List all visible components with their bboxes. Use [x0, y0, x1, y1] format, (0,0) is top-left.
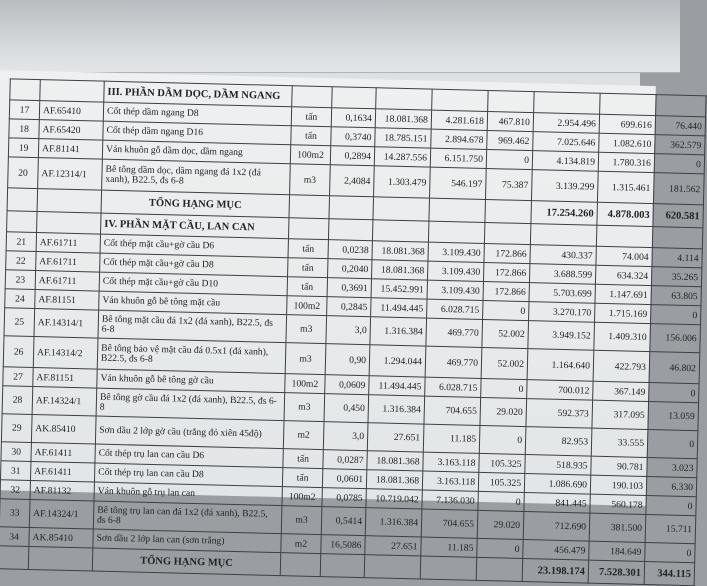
- unit-price-labor: 704.655: [424, 396, 481, 425]
- amount-material: 456.479: [523, 540, 589, 561]
- unit: 100m2: [287, 296, 327, 316]
- row-number: 32: [0, 480, 30, 500]
- amount-material: 592.373: [526, 399, 593, 429]
- quantity: 16,5086: [321, 535, 365, 555]
- empty-cell: [292, 86, 333, 108]
- amount-machine: 6.330: [646, 477, 696, 497]
- unit-price-labor: 11.185: [421, 537, 477, 557]
- amount-material: 430.337: [530, 245, 596, 266]
- row-number: 23: [5, 270, 35, 290]
- work-description: Ván khuôn gỗ trụ lan can: [94, 482, 282, 506]
- empty-cell: [376, 88, 432, 110]
- unit: m2: [281, 534, 321, 554]
- amount-material: 3.688.599: [529, 264, 595, 285]
- unit-price-labor: 3.163.118: [422, 471, 478, 491]
- amount-material: 5.703.699: [529, 283, 595, 304]
- row-number: 31: [0, 461, 30, 481]
- unit-price-material: 18.081.368: [372, 260, 428, 280]
- quantity: 0,5414: [321, 507, 366, 536]
- row-number: 18: [9, 119, 39, 139]
- work-description: Ván khuôn gỗ dầm dọc, dầm ngang: [102, 140, 290, 164]
- quantity: 0,0609: [325, 375, 369, 395]
- quantity: 0,0601: [322, 469, 366, 489]
- unit-price-labor: 3.109.430: [427, 280, 483, 300]
- empty-cell: [372, 220, 428, 242]
- amount-labor: 634.324: [595, 265, 651, 285]
- total-material: 23.198.174: [522, 559, 589, 584]
- unit-price-material: 18.081.368: [375, 109, 431, 129]
- quantity: 0,90: [325, 344, 370, 376]
- work-description: Ván khuôn gỗ bê tông gờ cầu: [97, 369, 285, 393]
- section-title: IV. PHẦN MẶT CẦU, LAN CAN: [101, 213, 289, 239]
- amount-machine: 15.711: [645, 515, 696, 544]
- norm-code: AF.12314/1: [38, 158, 103, 191]
- empty-cell: [329, 196, 374, 220]
- amount-machine: 0: [645, 543, 695, 563]
- unit-price-material: 1.294.044: [369, 345, 426, 377]
- total-material: 17.254.260: [531, 201, 598, 226]
- work-description: Ván khuôn gỗ bê tông mặt cầu: [99, 291, 287, 315]
- work-description: Cốt thép mặt cầu+gờ cầu D8: [100, 253, 288, 277]
- quantity: 0,2894: [330, 146, 374, 166]
- norm-code: AF.65410: [39, 101, 103, 122]
- unit-price-material: 18.081.368: [366, 470, 422, 490]
- unit-price-labor: 3.109.430: [427, 261, 483, 281]
- amount-machine: 13.059: [648, 402, 699, 431]
- unit-price-labor: 469.770: [426, 318, 483, 347]
- total-machine: 620.581: [653, 204, 704, 228]
- unit: tấn: [291, 107, 331, 127]
- empty-cell: [530, 224, 596, 247]
- amount-machine: 35.265: [651, 267, 701, 287]
- total-machine: 344.115: [644, 561, 695, 585]
- row-number: 30: [1, 442, 31, 462]
- document-page: [0, 70, 702, 580]
- empty-cell: [652, 227, 702, 249]
- norm-code: AF.81151: [35, 290, 99, 311]
- unit-price-machine: 75.387: [485, 169, 532, 201]
- unit: tấn: [287, 277, 327, 297]
- empty-cell: [28, 546, 93, 571]
- unit-price-machine: 969.462: [487, 131, 533, 151]
- empty-cell: [485, 199, 532, 223]
- amount-material: 841.445: [524, 493, 590, 514]
- amount-labor: 317.095: [592, 400, 649, 429]
- amount-machine: 0: [647, 430, 698, 459]
- norm-code: AK.85410: [31, 414, 96, 444]
- amount-material: 82.953: [525, 427, 592, 457]
- row-number: 27: [3, 367, 33, 387]
- work-description: Cốt thép trụ lan can cầu D8: [94, 463, 282, 487]
- empty-cell: [484, 222, 530, 244]
- amount-machine: 0: [646, 496, 696, 516]
- amount-labor: 1.780.316: [598, 152, 654, 172]
- amount-machine: 181.562: [653, 173, 704, 205]
- unit-price-machine: 0: [486, 150, 532, 170]
- empty-cell: [7, 211, 38, 233]
- unit-price-labor: 3.109.430: [428, 242, 484, 262]
- total-labor: 4.878.003: [597, 202, 654, 226]
- unit-price-labor: 546.197: [429, 167, 486, 199]
- table-body: [0, 79, 706, 586]
- unit-price-material: 18.081.368: [367, 451, 423, 471]
- row-number: 17: [9, 100, 39, 120]
- amount-labor: 33.555: [591, 428, 648, 457]
- empty-cell: [288, 218, 329, 240]
- empty-cell: [332, 87, 376, 109]
- unit-price-material: 27.651: [367, 423, 424, 452]
- cost-estimate-table: [0, 78, 707, 586]
- empty-cell: [420, 556, 477, 580]
- empty-cell: [40, 80, 104, 103]
- quantity: 0,1634: [331, 108, 375, 128]
- norm-code: AF.61411: [31, 442, 95, 463]
- unit: tấn: [283, 449, 323, 469]
- norm-code: AF.81141: [38, 139, 102, 160]
- norm-code: AF.81151: [33, 367, 97, 388]
- norm-code: AF.61411: [30, 461, 94, 482]
- empty-cell: [0, 546, 29, 570]
- quantity: 0,450: [324, 394, 369, 423]
- unit-price-material: 10.719.042: [366, 489, 422, 509]
- norm-code: AF.14314/2: [33, 337, 98, 370]
- unit-price-machine: 105.325: [479, 453, 525, 473]
- unit: 100m2: [290, 145, 330, 165]
- unit-price-machine: 52.002: [482, 319, 529, 348]
- norm-code: AF.14324/1: [32, 386, 97, 416]
- empty-cell: [364, 555, 421, 579]
- amount-labor: 560.178: [590, 494, 646, 514]
- unit-price-material: 18.785.151: [375, 128, 431, 148]
- quantity: 2,4084: [330, 165, 375, 197]
- amount-material: 518.935: [525, 455, 591, 476]
- unit-price-material: 11.494.445: [371, 298, 427, 318]
- unit-price-machine: 0: [483, 300, 529, 320]
- row-number: 19: [8, 138, 38, 158]
- unit-price-machine: 467.810: [487, 112, 533, 132]
- total-labor: 7.528.301: [588, 560, 645, 584]
- unit: tấn: [291, 126, 331, 146]
- unit-price-labor: 3.163.118: [423, 452, 479, 472]
- unit-price-material: 1.316.384: [365, 508, 422, 537]
- unit: tấn: [282, 468, 322, 488]
- norm-code: AF.14324/1: [29, 499, 94, 529]
- empty-cell: [7, 188, 38, 212]
- quantity: 0,2040: [328, 259, 372, 279]
- amount-material: 2.954.496: [533, 113, 599, 134]
- amount-machine: 0: [649, 383, 699, 403]
- amount-labor: 1.315.461: [597, 171, 654, 203]
- empty-cell: [432, 89, 488, 111]
- unit: m3: [290, 164, 331, 196]
- amount-material: 700.012: [527, 380, 593, 401]
- amount-labor: 1.082.610: [599, 133, 655, 153]
- unit-price-labor: 7.136.030: [422, 490, 478, 510]
- row-number: 24: [5, 289, 35, 309]
- amount-machine: 156.006: [650, 324, 701, 353]
- amount-material: 3.949.152: [528, 321, 595, 351]
- amount-machine: 362.579: [655, 135, 705, 155]
- row-number: 33: [0, 499, 30, 528]
- amount-machine: 0: [651, 305, 701, 325]
- unit-price-machine: 172.866: [484, 243, 530, 263]
- unit-price-machine: 0: [479, 425, 526, 454]
- unit: 100m2: [285, 374, 325, 394]
- work-description: Sơn dầu 2 lớp gờ cầu (trắng đỏ xiên 45độ): [95, 416, 284, 449]
- unit-price-machine: 29.020: [480, 397, 527, 426]
- unit-price-machine: 0: [477, 538, 523, 558]
- norm-code: AF.81132: [30, 480, 94, 501]
- quantity: 0,0287: [323, 450, 367, 470]
- amount-machine: 63.805: [651, 286, 701, 306]
- amount-labor: 190.103: [590, 475, 646, 495]
- unit: m3: [281, 506, 322, 535]
- amount-machine: 46.802: [649, 352, 700, 384]
- empty-cell: [280, 553, 321, 577]
- amount-material: 7.025.646: [533, 132, 599, 153]
- work-description: Cốt thép mặt cầu+gờ cầu D10: [99, 272, 287, 296]
- section-title: III. PHẦN DẦM DỌC, DẦM NGANG: [104, 81, 292, 107]
- unit: m2: [283, 421, 324, 450]
- norm-code: AF.61711: [36, 233, 100, 254]
- amount-machine: 4.114: [652, 248, 702, 268]
- work-description: Bê tông dầm dọc, dầm ngang đá 1x2 (đá xanh), B22.5, đs 6-8: [102, 159, 291, 195]
- empty-cell: [373, 197, 430, 221]
- empty-cell: [656, 95, 706, 117]
- amount-material: 3.270.170: [529, 302, 595, 323]
- unit: m3: [286, 315, 327, 344]
- unit-price-machine: 172.866: [483, 281, 529, 301]
- empty-cell: [289, 195, 330, 219]
- unit-price-labor: 2.894.678: [431, 129, 487, 149]
- quantity: 3,0: [323, 422, 368, 451]
- empty-cell: [10, 79, 41, 101]
- unit-price-material: 14.287.556: [374, 147, 430, 167]
- row-number: 29: [1, 414, 32, 443]
- quantity: 0,0238: [328, 240, 372, 260]
- amount-material: 1.164.640: [527, 349, 594, 382]
- amount-labor: 1.147.691: [595, 284, 651, 304]
- quantity: 0,0785: [322, 488, 366, 508]
- row-number: 26: [3, 336, 34, 368]
- unit: m3: [284, 393, 325, 422]
- empty-cell: [428, 221, 484, 243]
- empty-cell: [596, 225, 652, 247]
- unit-price-machine: 172.866: [483, 262, 529, 282]
- unit: tấn: [288, 239, 328, 259]
- amount-labor: 184.649: [589, 541, 645, 561]
- norm-code: AF.61711: [35, 271, 99, 292]
- row-number: 28: [2, 386, 33, 415]
- work-description: Bê tông mặt cầu đá 1x2 (đá xanh), B22.5, đs 6-8: [98, 310, 287, 343]
- unit: tấn: [288, 258, 328, 278]
- work-description: Cốt thép trụ lan can cầu D6: [95, 444, 283, 468]
- previous-page-edge: [0, 0, 680, 73]
- work-description: Cốt thép mặt cầu+gờ cầu D6: [100, 234, 288, 258]
- unit-price-material: 27.651: [365, 536, 421, 556]
- empty-cell: [429, 198, 486, 222]
- norm-code: AF.61711: [36, 252, 100, 273]
- unit-price-machine: 105.325: [478, 472, 524, 492]
- unit-price-material: 15.452.991: [371, 279, 427, 299]
- amount-labor: 90.781: [591, 456, 647, 476]
- unit-price-labor: 6.028.715: [427, 299, 483, 319]
- amount-labor: 367.149: [593, 381, 649, 401]
- work-description: Bê tông gờ cầu đá 1x2 (đá xanh), B22.5, đs 6-8: [96, 388, 285, 421]
- unit-price-machine: 29.020: [477, 510, 524, 539]
- row-number: 22: [6, 251, 36, 271]
- empty-cell: [37, 212, 101, 235]
- unit-price-labor: 4.281.618: [431, 110, 487, 130]
- work-description: Bê tông bảo vệ mặt cầu đá 0.5x1 (đá xanh), B22.5, đs 6-8: [97, 338, 286, 374]
- unit-price-material: 1.303.479: [374, 166, 431, 198]
- amount-material: 4.134.819: [532, 151, 598, 172]
- unit-price-labor: 6.151.750: [430, 148, 486, 168]
- empty-cell: [488, 91, 534, 113]
- quantity: 0,2845: [327, 297, 371, 317]
- total-label: TỔNG HẠNG MỤC: [92, 548, 281, 576]
- empty-cell: [328, 219, 372, 241]
- row-number: 25: [4, 308, 35, 337]
- unit-price-labor: 704.655: [421, 509, 478, 538]
- unit-price-machine: 0: [481, 378, 527, 398]
- work-description: Cốt thép dầm ngang D8: [103, 102, 291, 126]
- quantity: 3,0: [326, 316, 371, 345]
- amount-machine: 3.023: [647, 458, 697, 478]
- quantity: 0,3740: [331, 127, 375, 147]
- amount-machine: 0: [654, 154, 704, 174]
- amount-labor: 74.004: [596, 246, 652, 266]
- empty-cell: [600, 93, 656, 115]
- amount-material: 712.690: [523, 512, 590, 542]
- amount-material: 1.086.690: [524, 474, 590, 495]
- norm-code: AK.85410: [29, 527, 93, 548]
- quantity: 0,3691: [327, 278, 371, 298]
- amount-labor: 1.715.169: [595, 303, 651, 323]
- empty-cell: [534, 92, 600, 115]
- row-number: 34: [0, 527, 29, 547]
- empty-cell: [476, 557, 523, 581]
- norm-code: AF.14314/1: [34, 309, 99, 339]
- amount-machine: 76.440: [655, 116, 705, 136]
- norm-code: AF.65420: [39, 120, 103, 141]
- unit-price-labor: 469.770: [425, 346, 482, 378]
- work-description: Bê tông trụ lan can đá 1x2 (đá xanh), B22.5, đs 6-8: [93, 501, 282, 534]
- unit-price-machine: 52.002: [481, 347, 528, 379]
- unit: m3: [285, 343, 326, 375]
- unit-price-material: 1.316.384: [370, 317, 427, 346]
- amount-labor: 381.500: [589, 513, 646, 542]
- work-description: Cốt thép dầm ngang D16: [103, 121, 291, 145]
- work-description: Sơn dầu 2 lớp lan can (sơn trắng): [93, 529, 281, 553]
- empty-cell: [37, 189, 102, 214]
- total-label: TỔNG HẠNG MỤC: [101, 190, 290, 218]
- row-number: 20: [8, 157, 39, 189]
- unit-price-labor: 11.185: [423, 424, 480, 453]
- unit-price-material: 11.494.445: [369, 376, 425, 396]
- unit-price-material: 1.316.384: [368, 395, 425, 424]
- unit-price-labor: 6.028.715: [425, 377, 481, 397]
- amount-labor: 699.616: [599, 114, 655, 134]
- unit-price-machine: 0: [478, 491, 524, 511]
- amount-material: 3.139.299: [531, 170, 598, 203]
- unit: 100m2: [282, 487, 322, 507]
- amount-labor: 1.409.310: [594, 322, 651, 351]
- row-number: 21: [6, 232, 36, 252]
- amount-labor: 422.793: [593, 350, 650, 382]
- unit-price-material: 18.081.368: [372, 241, 428, 261]
- empty-cell: [320, 554, 365, 578]
